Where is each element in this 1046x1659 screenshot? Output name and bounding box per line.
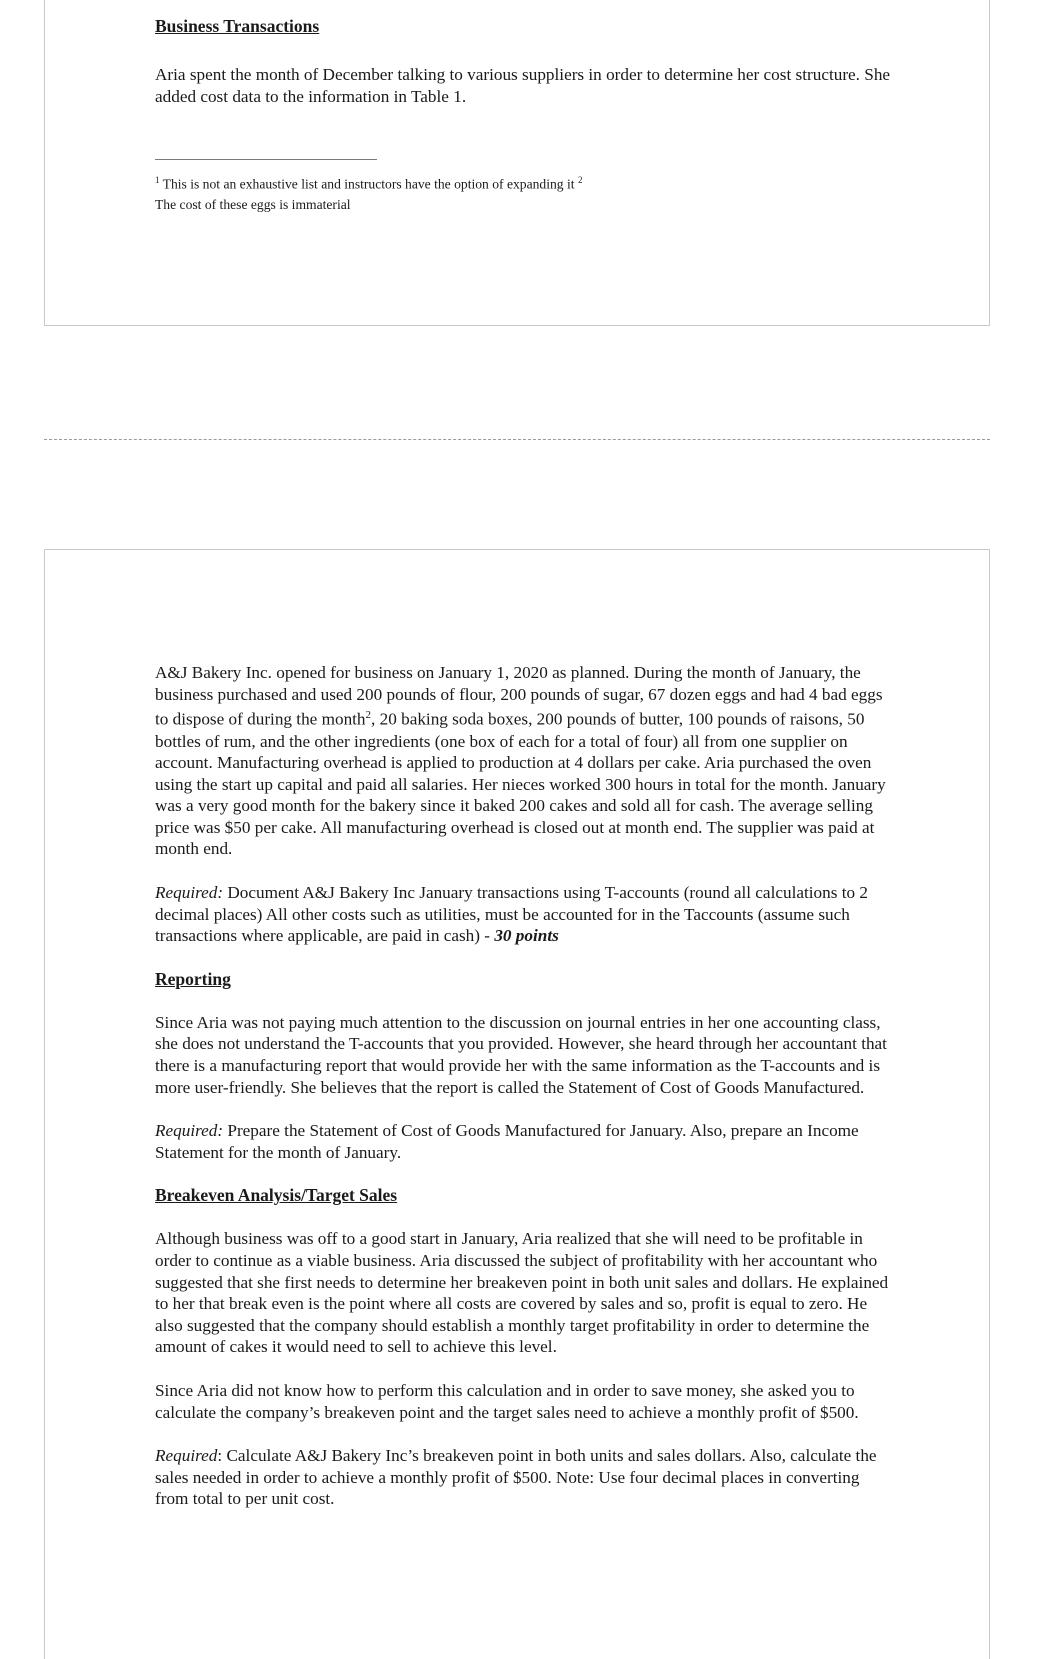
- reporting-required-label: Required:: [155, 1121, 224, 1141]
- section-heading-business-transactions: Business Transactions: [155, 16, 320, 36]
- footnote-1: [155, 170, 895, 195]
- breakeven-required-text: : Calculate A&J Bakery Inc’s breakeven point in both units and sales dollars. Also, calculate the sales needed in order to achieve a monthly profit of $500. Note: Use four decimal places in converting from total to per unit cost.: [155, 1446, 877, 1509]
- reporting-required-text: Prepare the Statement of Cost of Goods Manufactured for January. Also, prepare an Income Statement for the month of January.: [155, 1121, 859, 1162]
- business-transactions-section: [155, 16, 895, 107]
- reporting-paragraph: Since Aria was not paying much attention to the discussion on journal entries in her one accounting class, she does not understand the T-accounts that you provided. However, she heard through her accountant that there is a manufacturing report that would provide her with the same information as the T-accounts and is more user-friendly. She believes that the report is called the Statement of Cost of Goods Manufactured.: [155, 1012, 887, 1097]
- document-page-bottom: [44, 549, 990, 1659]
- footnote-2: The cost of these eggs is immaterial: [155, 196, 351, 212]
- footnote-1-marker: 1: [155, 175, 160, 185]
- footnotes: [155, 170, 895, 215]
- breakeven-paragraph-2: Since Aria did not know how to perform this calculation and in order to save money, she asked you to calculate the company’s breakeven point and the target sales need to achieve a monthly profit of $500.: [155, 1380, 859, 1422]
- footnote-separator: [155, 159, 377, 160]
- january-required-label: Required:: [155, 883, 224, 903]
- january-footnote-marker: 2: [365, 709, 372, 722]
- january-required: [155, 882, 895, 947]
- breakeven-required-label: Required: [155, 1446, 218, 1466]
- january-text-part2: , 20 baking soda boxes, 200 pounds of butter, 100 pounds of raisons, 50 bottles of rum, and the other ingredients (one box of each for a total of four) all from one supplier on account. Manufacturing overhead is applied to production at 4 dollars per cake. Aria purchased the oven using the start up capital and paid all salaries. Her nieces worked 300 hours in total for the month. January was a very good month for the bakery since it baked 200 cakes and sold all for cash. The average selling price was $50 per cake. All manufacturing overhead is closed out at month end. The supplier was paid at month end.: [155, 709, 886, 859]
- january-transactions-paragraph: [155, 662, 895, 860]
- footnote-1-text: This is not an exhaustive list and instructors have the option of expanding it: [162, 176, 575, 192]
- footnote-2-marker: 2: [577, 175, 583, 185]
- page-break-divider: [44, 439, 990, 440]
- section-heading-breakeven: Breakeven Analysis/Target Sales: [155, 1185, 398, 1206]
- january-transactions-section: [155, 662, 895, 1510]
- breakeven-required: [155, 1445, 895, 1510]
- reporting-required: [155, 1120, 895, 1163]
- section-heading-reporting: Reporting: [155, 968, 231, 989]
- january-text-part1: A&J Bakery Inc. opened for business on January 1, 2020 as planned. During the month of January, the business purchased and used 200 pounds of flour, 200 pounds of sugar, 67 dozen eggs and had 4 bad eggs to dispose of during the month: [155, 663, 883, 729]
- document-page-top: [44, 0, 990, 326]
- january-points: 30 points: [494, 926, 559, 946]
- january-required-text: Document A&J Bakery Inc January transactions using T-accounts (round all calculations to 2 decimal places) All other costs such as utilities, must be accounted for in the Taccounts (assume such transactions where applicable, are paid in cash) -: [155, 883, 868, 946]
- breakeven-paragraph-1: Although business was off to a good start in January, Aria realized that she will need to be profitable in order to continue as a viable business. Aria discussed the subject of profitability with her accountant who suggested that she first needs to determine her breakeven point in both unit sales and dollars. He explained to her that break even is the point where all costs are covered by sales and so, profit is equal to zero. He also suggested that the company should establish a monthly target profitability in order to determine the amount of cakes it would need to sell to achieve this level.: [155, 1229, 889, 1357]
- business-transactions-intro: Aria spent the month of December talking to various suppliers in order to determine her cost structure. She added cost data to the information in Table 1.: [155, 65, 891, 106]
